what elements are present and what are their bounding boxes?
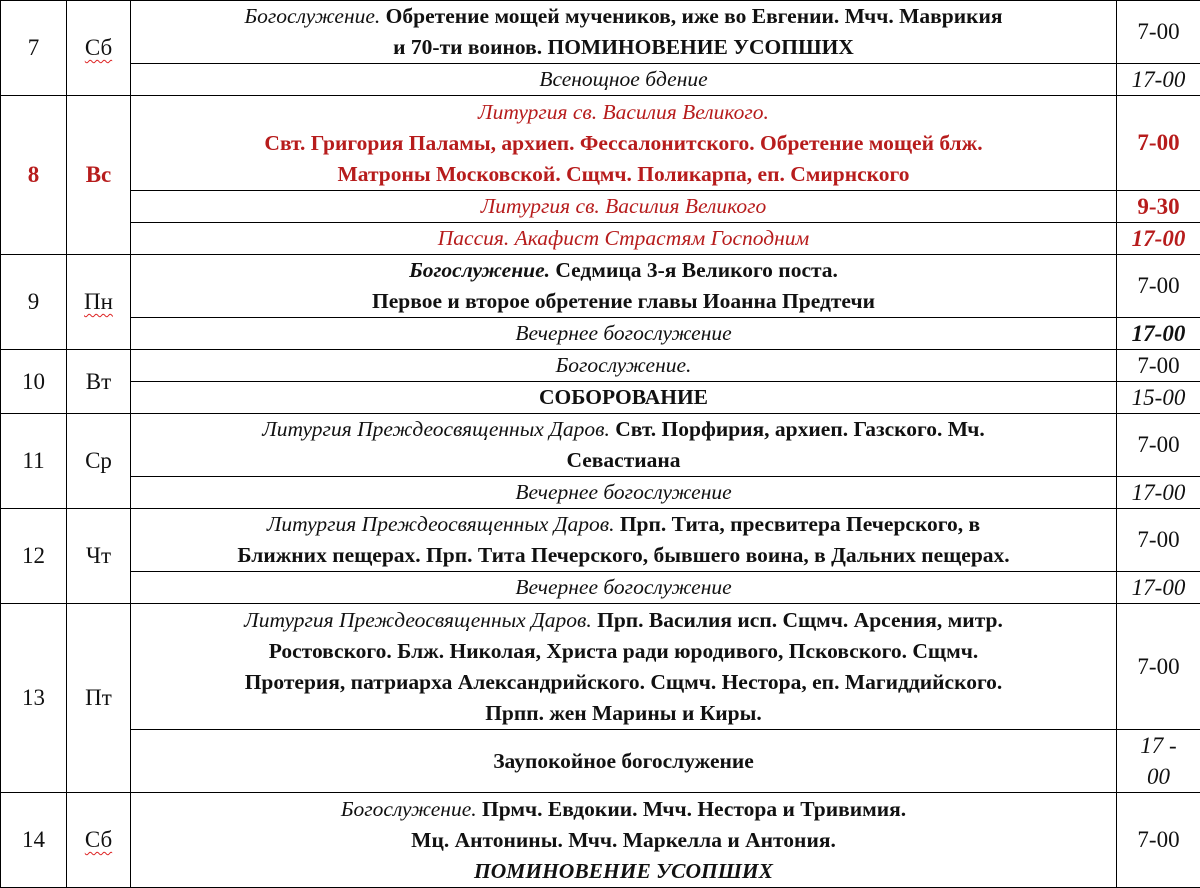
weekday: Сб (67, 1, 131, 96)
weekday: Пт (67, 604, 131, 793)
day-number: 8 (1, 96, 67, 255)
table-row (1, 255, 1200, 318)
service-title: СОБОРОВАНИЕ (131, 382, 1117, 414)
service-title: Вечернее богослужение (131, 572, 1117, 604)
service-title: Всенощное бдение (131, 64, 1117, 96)
weekday: Пн (67, 255, 131, 350)
service-title: Литургия св. Василия Великого (131, 191, 1117, 223)
table-row (1, 477, 1200, 509)
service-title: Вечернее богослужение (131, 318, 1117, 350)
service-description: Литургия св. Василия Великого. Свт. Григория Паламы, архиеп. Фессалонитского. Обретение мощей блж. Матроны Московской. Сщмч. Поликарпа, еп. Смирнского (131, 96, 1117, 191)
day-number: 13 (1, 604, 67, 793)
weekday: Чт (67, 509, 131, 604)
day-number: 12 (1, 509, 67, 604)
table-row (1, 350, 1200, 382)
service-time: 17-00 (1117, 572, 1200, 604)
table-row (1, 64, 1200, 96)
table-row (1, 730, 1200, 793)
service-time: 7-00 (1117, 255, 1200, 318)
service-title: Вечернее богослужение (131, 477, 1117, 509)
day-number: 11 (1, 414, 67, 509)
table-row (1, 96, 1200, 191)
service-description: Богослужение. Седмица 3-я Великого поста. Первое и второе обретение главы Иоанна Предтечи (131, 255, 1117, 318)
service-time: 17-00 (1117, 64, 1200, 96)
table-row (1, 509, 1200, 572)
service-time: 7-00 (1117, 350, 1200, 382)
service-time: 7-00 (1117, 96, 1200, 191)
service-time: 17-00 (1117, 477, 1200, 509)
service-time: 7-00 (1117, 793, 1200, 888)
service-title: Пассия. Акафист Страстям Господним (131, 223, 1117, 255)
weekday: Вт (67, 350, 131, 414)
table-row (1, 1, 1200, 64)
service-description: Литургия Преждеосвященных Даров. Прп. Василия исп. Сщмч. Арсения, митр. Ростовского. Блж. Николая, Христа ради юродивого, Псковского. Сщмч. Протерия, патриарха Александрийского. Сщмч. Нестора, еп. Магиддийского. Прпп. жен Марины и Киры. (131, 604, 1117, 730)
table-row (1, 572, 1200, 604)
service-time: 7-00 (1117, 414, 1200, 477)
table-row (1, 604, 1200, 730)
table-row (1, 382, 1200, 414)
day-number: 9 (1, 255, 67, 350)
service-description: Литургия Преждеосвященных Даров. Свт. Порфирия, архиеп. Газского. Мч. Севастиана (131, 414, 1117, 477)
table-row (1, 223, 1200, 255)
table-row (1, 414, 1200, 477)
table-row (1, 318, 1200, 350)
weekday: Ср (67, 414, 131, 509)
service-title: Богослужение. (131, 350, 1117, 382)
service-time: 17-00 (1117, 223, 1200, 255)
service-time: 15-00 (1117, 382, 1200, 414)
weekday: Сб (67, 793, 131, 888)
service-time: 7-00 (1117, 509, 1200, 572)
day-number: 7 (1, 1, 67, 96)
service-time: 7-00 (1117, 1, 1200, 64)
service-title: Заупокойное богослужение (131, 730, 1117, 793)
service-time: 7-00 (1117, 604, 1200, 730)
service-time: 17 - 00 (1117, 730, 1200, 793)
weekday: Вс (67, 96, 131, 255)
service-time: 9-30 (1117, 191, 1200, 223)
day-number: 14 (1, 793, 67, 888)
table-row (1, 793, 1200, 888)
service-description: Богослужение. Прмч. Евдокии. Мчч. Нестора и Тривимия. Мц. Антонины. Мчч. Маркелла и Антония. ПОМИНОВЕНИЕ УСОПШИХ (131, 793, 1117, 888)
day-number: 10 (1, 350, 67, 414)
service-description: Литургия Преждеосвященных Даров. Прп. Тита, пресвитера Печерского, в Ближних пещерах. Прп. Тита Печерского, бывшего воина, в Дальних пещерах. (131, 509, 1117, 572)
service-time: 17-00 (1117, 318, 1200, 350)
table-row (1, 191, 1200, 223)
service-description: Богослужение. Обретение мощей мучеников, иже во Евгении. Мчч. Маврикия и 70-ти воинов. ПОМИНОВЕНИЕ УСОПШИХ (131, 1, 1117, 64)
